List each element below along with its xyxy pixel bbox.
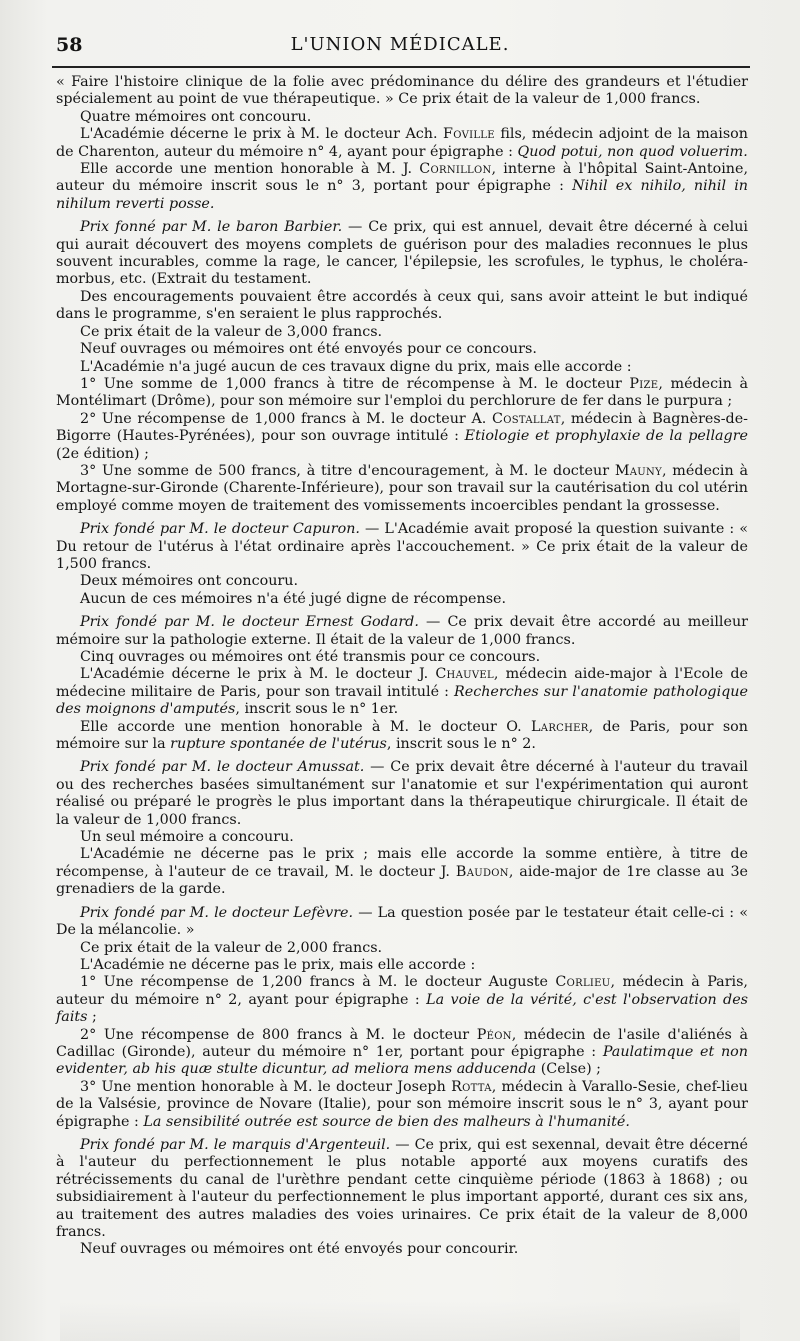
epigraph: Quod potui, non quod voluerim. xyxy=(517,143,748,160)
prize-heading: Prix fondé par M. le marquis d'Argenteuil. xyxy=(80,1136,391,1153)
paragraph: 3° Une somme de 500 francs, à titre d'encouragement, à M. le docteur Mauny, médecin à Mortagne-sur-Gironde (Charente-Inférieure), pour son travail sur la cautérisation du col utérin employé comme moyen de traitement des vomissements incoercibles pendant la grossesse. xyxy=(56,462,749,514)
paragraph: Neuf ouvrages ou mémoires ont été envoyés pour concourir. xyxy=(80,1241,519,1258)
prize-section: Prix fondé par M. le docteur Lefèvre. — La question posée par le testateur était celle-ci : « De la mélancolie. » xyxy=(56,904,748,939)
paragraph: Ce prix était de la valeur de 2,000 francs. xyxy=(80,939,383,956)
epigraph: La sensibilité outrée est source de bien des malheurs à l'humanité. xyxy=(143,1113,630,1130)
page-number: 58 xyxy=(56,34,83,56)
prize-section: Prix fonné par M. le baron Barbier. — Ce prix, qui est annuel, devait être décerné à celui qui aurait découvert des moyens complets de guérison pour des maladies reconnues le plus souvent incurables, comme la rage, le cancer, l'épilepsie, les scrofules, le typhus, le choléra-morbus, etc. (Extrait du testament. xyxy=(56,219,748,288)
epigraph: Nihil ex nihilo, nihil in nihilum reverti posse. xyxy=(56,178,749,212)
work-title: Recherches sur l'anatomie pathologique des moignons d'amputés xyxy=(56,683,748,718)
paragraph: L'Académie décerne le prix à M. le docteur J. Chauvel, médecin aide-major à l'Ecole de médecine militaire de Paris, pour son travail intitulé : Recherches sur l'anatomie pathologique des moignons d'amputés, inscrit sous le n° 1er. xyxy=(56,666,748,718)
paragraph: Aucun de ces mémoires n'a été jugé digne de récompense. xyxy=(80,590,507,607)
person-name: Costallat xyxy=(492,410,561,427)
work-title: Etiologie et prophylaxie de la pellagre xyxy=(464,428,748,445)
paragraph: Un seul mémoire a concouru. xyxy=(80,829,294,846)
paragraph: L'Académie n'a jugé aucun de ces travaux digne du prix, mais elle accorde : xyxy=(80,358,632,375)
paragraph: Ce prix était de la valeur de 3,000 francs. xyxy=(80,323,383,340)
person-name: Péon xyxy=(476,1026,512,1043)
person-name: Rotta xyxy=(451,1078,492,1095)
prize-heading: Prix fondé par M. le docteur Capuron. xyxy=(80,521,360,538)
prize-heading: Prix fondé par M. le docteur Ernest Godard. xyxy=(80,614,419,631)
paragraph: Elle accorde une mention honorable à M. J. Cornillon, interne à l'hôpital Saint-Antoine, auteur du mémoire inscrit sous le n° 3, portant pour épigraphe : Nihil ex nihilo, nihil in nihilum reverti posse. xyxy=(56,161,749,212)
paragraph: Elle accorde une mention honorable à M. le docteur O. Larcher, de Paris, pour son mémoire sur la rupture spontanée de l'utérus, inscrit sous le n° 2. xyxy=(56,718,748,753)
paragraph: « Faire l'histoire clinique de la folie avec prédominance du délire des grandeurs et l'étudier spécialement au point de vue thérapeutique. » Ce prix était de la valeur de 1,000 francs. xyxy=(56,74,748,108)
paragraph: Cinq ouvrages ou mémoires ont été transmis pour ce concours. xyxy=(80,649,541,665)
paragraph: 2° Une récompense de 1,000 francs à M. le docteur A. Costallat, médecin à Bagnères-de-Bigorre (Hautes-Pyrénées), pour son ouvrage intitulé : Etiologie et prophylaxie de la pellagre (2e édition) ; xyxy=(56,410,748,462)
page-header xyxy=(52,30,748,64)
prize-section: Prix fondé par M. le docteur Ernest Godard. — Ce prix devait être accordé au meilleur mémoire sur la pathologie externe. Il était de la valeur de 1,000 francs. xyxy=(56,614,748,648)
paragraph: Neuf ouvrages ou mémoires ont été envoyés pour ce concours. xyxy=(80,341,537,358)
work-title: rupture spontanée de l'utérus xyxy=(170,736,387,753)
article-body xyxy=(56,74,748,1259)
running-head: L'UNION MÉDICALE. xyxy=(290,34,510,55)
prize-section: Prix fondé par M. le marquis d'Argenteuil. — Ce prix, qui est sexennal, devait être décerné à l'auteur du perfectionnement le plus notable apporté aux moyens curatifs des rétrécissements du canal de l'urèthre pendant cette cinquième période (1863 à 1868) ; ou subsidiairement à l'auteur du perfectionnement le plus important apporté, durant ces six ans, au traitement des autres maladies des voies urinaires. Ce prix était de la valeur de 8,000 francs. xyxy=(56,1136,749,1240)
epigraph: Paulatimque et non evidenter, ab his quæ stulte dicuntur, ad meliora mens adducenda xyxy=(56,1043,749,1078)
paragraph: L'Académie ne décerne pas le prix, mais elle accorde : xyxy=(80,956,476,973)
paragraph: 1° Une somme de 1,000 francs à titre de récompense à M. le docteur Pize, médecin à Montélimart (Drôme), pour son mémoire sur l'emploi du perchlorure de fer dans le purpura ; xyxy=(56,375,749,410)
person-name: Foville xyxy=(443,126,495,143)
prize-heading: Prix fondé par M. le docteur Amussat. xyxy=(80,759,365,776)
paragraph: L'Académie décerne le prix à M. le docteur Ach. Foville fils, médecin adjoint de la maison de Charenton, auteur du mémoire n° 4, ayant pour épigraphe : Quod potui, non quod voluerim. xyxy=(56,126,748,160)
paragraph: Quatre mémoires ont concouru. xyxy=(80,108,312,125)
person-name: Larcher xyxy=(531,718,589,735)
prize-heading: Prix fondé par M. le docteur Lefèvre. xyxy=(80,904,354,921)
prize-section: Prix fondé par M. le docteur Capuron. — L'Académie avait proposé la question suivante : « Du retour de l'utérus à l'état ordinaire après l'accouchement. » Ce prix était de la valeur de 1,500 francs. xyxy=(56,521,749,572)
paragraph: L'Académie ne décerne pas le prix ; mais elle accorde la somme entière, à titre de récompense, à l'auteur de ce travail, M. le docteur J. Baudon, aide-major de 1re classe au 3e grenadiers de la garde. xyxy=(56,846,749,898)
paragraph: 3° Une mention honorable à M. le docteur Joseph Rotta, médecin à Varallo-Sesie, chef-lieu de la Valsésie, province de Novare (Italie), pour son mémoire inscrit sous le n° 3, ayant pour épigraphe : La sensibilité outrée est source de bien des malheurs à l'humanité. xyxy=(56,1078,748,1130)
paragraph: Deux mémoires ont concouru. xyxy=(80,573,299,590)
paragraph: 1° Une récompense de 1,200 francs à M. le docteur Auguste Corlieu, médecin à Paris, auteur du mémoire n° 2, ayant pour épigraphe : La voie de la vérité, c'est l'observation des faits ; xyxy=(56,974,749,1026)
person-name: Cornillon xyxy=(419,161,492,178)
epigraph: La voie de la vérité, c'est l'observation des faits xyxy=(56,991,749,1026)
header-rule xyxy=(52,66,750,68)
page-bottom-shadow xyxy=(60,1301,740,1341)
paragraph: Des encouragements pouvaient être accordés à ceux qui, sans avoir atteint le but indiqué dans le programme, s'en seraient le plus rapprochés. xyxy=(56,288,748,323)
person-name: Baudon xyxy=(455,863,509,880)
person-name: Pize xyxy=(629,375,659,392)
paragraph: 2° Une récompense de 800 francs à M. le docteur Péon, médecin de l'asile d'aliénés à Cadillac (Gironde), auteur du mémoire n° 1er, portant pour épigraphe : Paulatimque et non evidenter, ab his quæ stulte dicuntur, ad meliora mens adducenda (Celse) ; xyxy=(56,1026,749,1078)
prize-section: Prix fondé par M. le docteur Amussat. — Ce prix devait être décerné à l'auteur du travail ou des recherches basées simultanément sur l'anatomie et sur l'expérimentation qui auront réalisé ou préparé le progrès le plus important dans la thérapeutique chirurgicale. Il était de la valeur de 1,000 francs. xyxy=(56,759,748,828)
person-name: Mauny xyxy=(614,462,662,479)
prize-heading: Prix fonné par M. le baron Barbier. xyxy=(80,219,343,236)
person-name: Corlieu xyxy=(555,974,611,991)
person-name: Chauvel xyxy=(435,666,494,683)
